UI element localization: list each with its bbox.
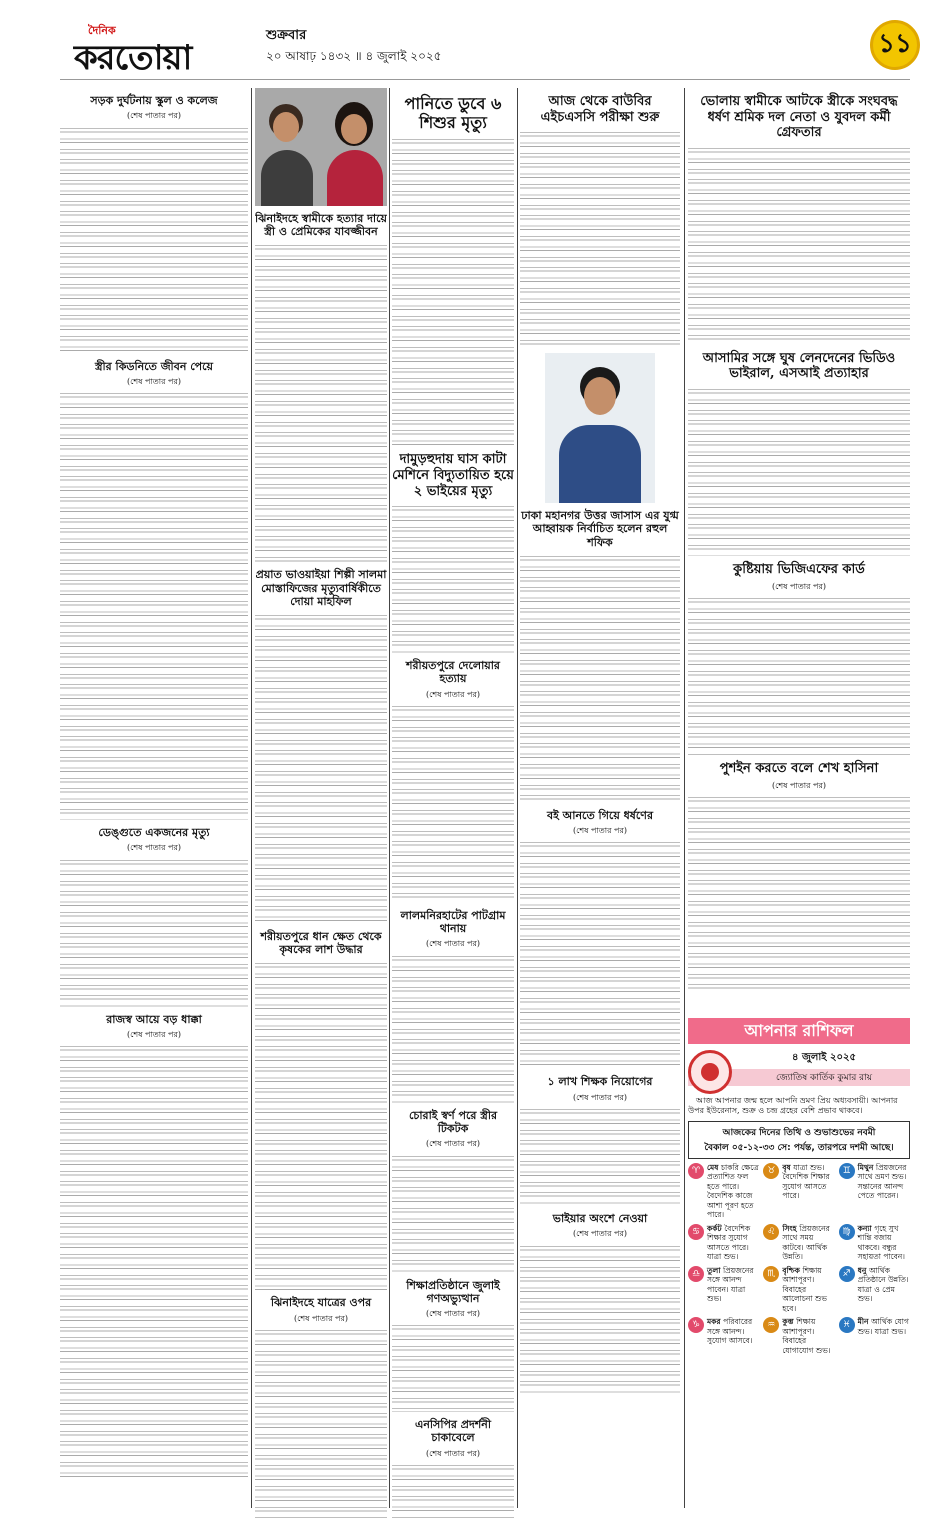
continued-label: (শেষ পাতার পর) [572,1229,628,1239]
column-divider [517,88,518,1508]
article-body [392,1322,514,1412]
article-body [392,1153,514,1273]
article-headline: লালমনিরহাটের পাটগ্রাম থানায় [400,908,506,936]
photo-caption: ঢাকা মহানগর উত্তর জাসাস এর যুগ্ম আহ্বায়ক নির্বাচিত হলেন রহুল শফিক [521,509,679,549]
zodiac-text: বৃষ যাত্রা শুভ। বৈদেশিক শিক্ষার সুযোগ আসতে পারে। [782,1162,830,1201]
zodiac-sign-item [763,1317,834,1355]
article-body [255,960,387,1290]
zodiac-name: ধনু [857,1265,869,1275]
article-headline: বই আনতে গিয়ে ধর্ষণের [546,808,653,822]
zodiac-sign-item [839,1266,910,1314]
lead-headline: পানিতে ডুবে ৬ শিশুর মৃত্যু [404,94,502,133]
continued-label: (শেষ পাতার পর) [425,939,481,949]
column-divider [389,88,390,1508]
article-body [520,839,680,1069]
zodiac-name: বৃশ্চিক [782,1265,803,1275]
article-headline: পুশইন করতে বলে শেখ হাসিনা [719,760,879,776]
article-body [392,953,514,1103]
column-2 [255,88,387,1519]
page-number-badge: ১১ [870,20,920,70]
zodiac-icon: ♌ [763,1224,779,1240]
zodiac-icon: ♋ [688,1224,704,1240]
article-body [688,794,910,994]
continued-label: (শেষ পাতার পর) [771,581,827,591]
horoscope-byline: জ্যোতিষ কার্তিক কুমার রায় [688,1069,910,1086]
article-headline: এনসিপির প্রদর্শনী চাকাবেলে [414,1418,492,1445]
horoscope-banner: আপনার রাশিফল [688,1018,910,1044]
article-headline: দামুড়হুদায় ঘাস কাটা মেশিনে বিদ্যুতায়িত হয়ে ২ ভাইয়ের মৃত্যু [392,452,514,499]
zodiac-sign-item [688,1317,759,1355]
article-headline: স্ত্রীর কিডনিতে জীবন পেয়ে [94,359,214,373]
zodiac-text: সিংহ প্রিয়জনের সাথে সময় কাটবে। আর্থিক উন্নতি। [782,1223,830,1262]
article-headline: ঝিনাইদহে স্বামীকে হত্যার দায়ে স্ত্রী ও প্রেমিকের যাবজ্জীবন [255,212,387,239]
column-divider [684,88,685,1508]
zodiac-name: মেষ [707,1162,721,1172]
article-body [688,145,910,345]
column-3 [392,88,514,1519]
zodiac-icon: ♍ [839,1224,855,1240]
column-5 [688,88,910,1013]
zodiac-name: মিথুন [857,1162,876,1172]
article-headline: শরীয়তপুরে ধান ক্ষেত থেকে কৃষকের লাশ উদ্ধার [260,929,382,957]
issue-day: শুক্রবার [266,28,307,43]
zodiac-text: কুম্ভ শিক্ষায় আশাপূরণ। বিবাহের যোগাযোগ শুভ। [782,1317,831,1355]
zodiac-icon: ♉ [763,1163,779,1179]
article-headline: আসামির সঙ্গে ঘুষ লেনদেনের ভিডিও ভাইরাল, এসআই প্রত্যাহার [702,350,896,382]
zodiac-name: কন্যা [857,1223,875,1233]
news-photo [255,88,387,206]
continued-label: (শেষ পাতার পর) [771,780,827,790]
article-body [60,390,248,820]
zodiac-text: ধনু আর্থিক প্রতিষ্ঠানে উন্নতি। যাত্রা ও প্রেম শুভ। [857,1265,909,1304]
article-headline: ভোলায় স্বামীকে আটকে স্ত্রীকে সংঘবদ্ধ ধর্ষণ শ্রমিক দল নেতা ও যুবদল কর্মী গ্রেফতার [700,94,898,141]
masthead [60,18,910,80]
article-body [520,553,680,803]
article-body [520,1243,680,1393]
tithi-heading: আজকের দিনের তিথি ও শুভাশুভের নবমী [722,1127,876,1138]
column-4 [520,88,680,1393]
zodiac-sign-item [763,1266,834,1314]
zodiac-icon: ♎ [688,1266,704,1282]
article-headline: ঝিনাইদহে যাত্রের ওপর [270,1296,372,1310]
zodiac-icon: ♓ [839,1317,855,1333]
article-headline: সড়ক দুর্ঘটনায় স্কুল ও কলেজ [90,94,218,107]
article-headline: ডেঙ্গুতে একজনের মৃত্যু [98,826,210,840]
continued-label: (শেষ পাতার পর) [425,689,481,699]
zodiac-grid [688,1163,910,1356]
article-headline: আজ থেকে বাউবির এইচএসসি পরীক্ষা শুরু [540,94,660,125]
issue-date: ২০ আষাঢ় ১৪৩২ ॥ ৪ জুলাই ২০২৫ [266,49,442,63]
article-body [60,857,248,1007]
zodiac-icon: ♊ [839,1163,855,1179]
continued-label: (শেষ পাতার পর) [126,1029,182,1039]
article-body [255,612,387,924]
zodiac-sign-item [763,1163,834,1220]
zodiac-text: বৃশ্চিক শিক্ষায় আশাপূরণ। বিবাহের আলোচনা শুভ হবে। [782,1265,827,1313]
article-body [688,595,910,755]
zodiac-icon: ♈ [688,1163,704,1179]
zodiac-name: মকর [707,1317,724,1327]
zodiac-text: কন্যা গৃহে সুখ শান্তি বজায় থাকবে। বন্ধুর সহায়তা পাবেন। [857,1223,905,1262]
zodiac-name: কর্কট [707,1223,725,1233]
article-headline: প্রয়াত ভাওয়াইয়া শিল্পী সালমা মোস্তাফিজের মৃত্যুবার্ষিকীতে দোয়া মাহফিল [255,568,387,608]
article-body [60,125,248,354]
zodiac-name: তুলা [707,1265,724,1275]
zodiac-text: মীন আর্থিক যোগ শুভ। যাত্রা শুভ। [857,1317,909,1336]
zodiac-icon: ♑ [688,1317,704,1333]
zodiac-sign-item [688,1266,759,1314]
zodiac-icon: ♏ [763,1266,779,1282]
zodiac-sign-item [688,1224,759,1262]
column-divider [251,88,252,1508]
article-body [520,1106,680,1206]
continued-label: (শেষ পাতার পর) [572,1092,628,1102]
zodiac-name: সিংহ [782,1223,800,1233]
zodiac-sign-item [839,1317,910,1355]
horoscope-intro: আজ আপনার জন্ম হলে আপনি ভ্রমণ প্রিয় অধ্যবসায়ী। আপনার উপর ইউরেনাস, শুক্র ও চন্দ্র গ্রহের বেশি প্রভাব থাকবে। [688,1096,898,1116]
continued-label: (শেষ পাতার পর) [572,825,628,835]
zodiac-text: মকর পরিবারের সঙ্গে আনন্দ। সুযোগ আসবে। [707,1317,753,1346]
continued-label: (শেষ পাতার পর) [126,376,182,386]
article-body [255,1327,387,1519]
zodiac-text: মেষ চাকরি ক্ষেত্রে প্রত্যাশিত ফল হতে পারে। বৈদেশিক কাজে আশা পূরণ হতে পারে। [707,1162,759,1220]
zodiac-icon: ♒ [763,1317,779,1333]
zodiac-sign-item [839,1224,910,1262]
article-headline: শিক্ষাপ্রতিষ্ঠানে জুলাই গণঅভ্যুত্থান [406,1278,500,1305]
continued-label: (শেষ পাতার পর) [126,111,182,121]
article-body [60,1043,248,1483]
article-body [688,386,910,556]
article-body [392,703,514,903]
tithi-time: বৈকাল ০৫-১২-৩৩ সে: পর্যন্ত, তারপরে দশমী আছে। [704,1142,894,1153]
article-headline: ভাইয়ার অংশে নেওয়া [552,1211,648,1225]
continued-label: (শেষ পাতার পর) [425,1139,481,1149]
logo-prefix: দৈনিক [88,24,116,37]
continued-label: (শেষ পাতার পর) [293,1313,349,1323]
article-body [255,242,387,562]
article-headline: চোরাই স্বর্ণ পরে স্ত্রীর টিকটক [408,1108,498,1135]
zodiac-icon: ♐ [839,1266,855,1282]
article-headline: কুষ্টিয়ায় ভিজিএফের কার্ড [733,561,865,577]
newspaper-logo: করতোয়া [74,38,192,78]
horoscope-date: ৪ জুলাই ২০২৫ [792,1052,856,1063]
zodiac-sign-item [763,1224,834,1262]
zodiac-name: কুম্ভ [782,1317,797,1327]
article-headline: শরীয়তপুরে দেলোয়ার হত্যায় [406,659,500,686]
zodiac-name: বৃষ [782,1162,794,1172]
zodiac-text: তুলা প্রিয়জনের সঙ্গে আনন্দ পাবেন। যাত্রা শুভ। [707,1265,754,1304]
tithi-box [688,1121,910,1159]
continued-label: (শেষ পাতার পর) [425,1448,481,1458]
zodiac-sign-item [839,1163,910,1220]
zodiac-name: মীন [857,1317,872,1327]
continued-label: (শেষ পাতার পর) [126,843,182,853]
astrologer-seal-icon [688,1050,732,1094]
article-body [520,129,680,349]
horoscope-section [688,1048,910,1508]
portrait-photo [545,353,655,503]
zodiac-text: কর্কট বৈদেশিক শিক্ষার সুযোগ আসতে পারে। যাত্রা শুভ। [707,1223,751,1262]
article-headline: রাজস্ব আয়ে বড় ধাক্কা [106,1012,202,1026]
column-1 [60,88,248,1518]
article-body [392,503,514,653]
zodiac-text: মিথুন প্রিয়জনের সাথে ভ্রমণ শুভ। সন্তানের আনন্দ পেতে পারেন। [857,1162,907,1201]
zodiac-sign-item [688,1163,759,1220]
article-body [392,1462,514,1519]
article-body [392,136,514,446]
continued-label: (শেষ পাতার পর) [425,1308,481,1318]
article-headline: ১ লাখ শিক্ষক নিয়োগের [547,1075,653,1089]
